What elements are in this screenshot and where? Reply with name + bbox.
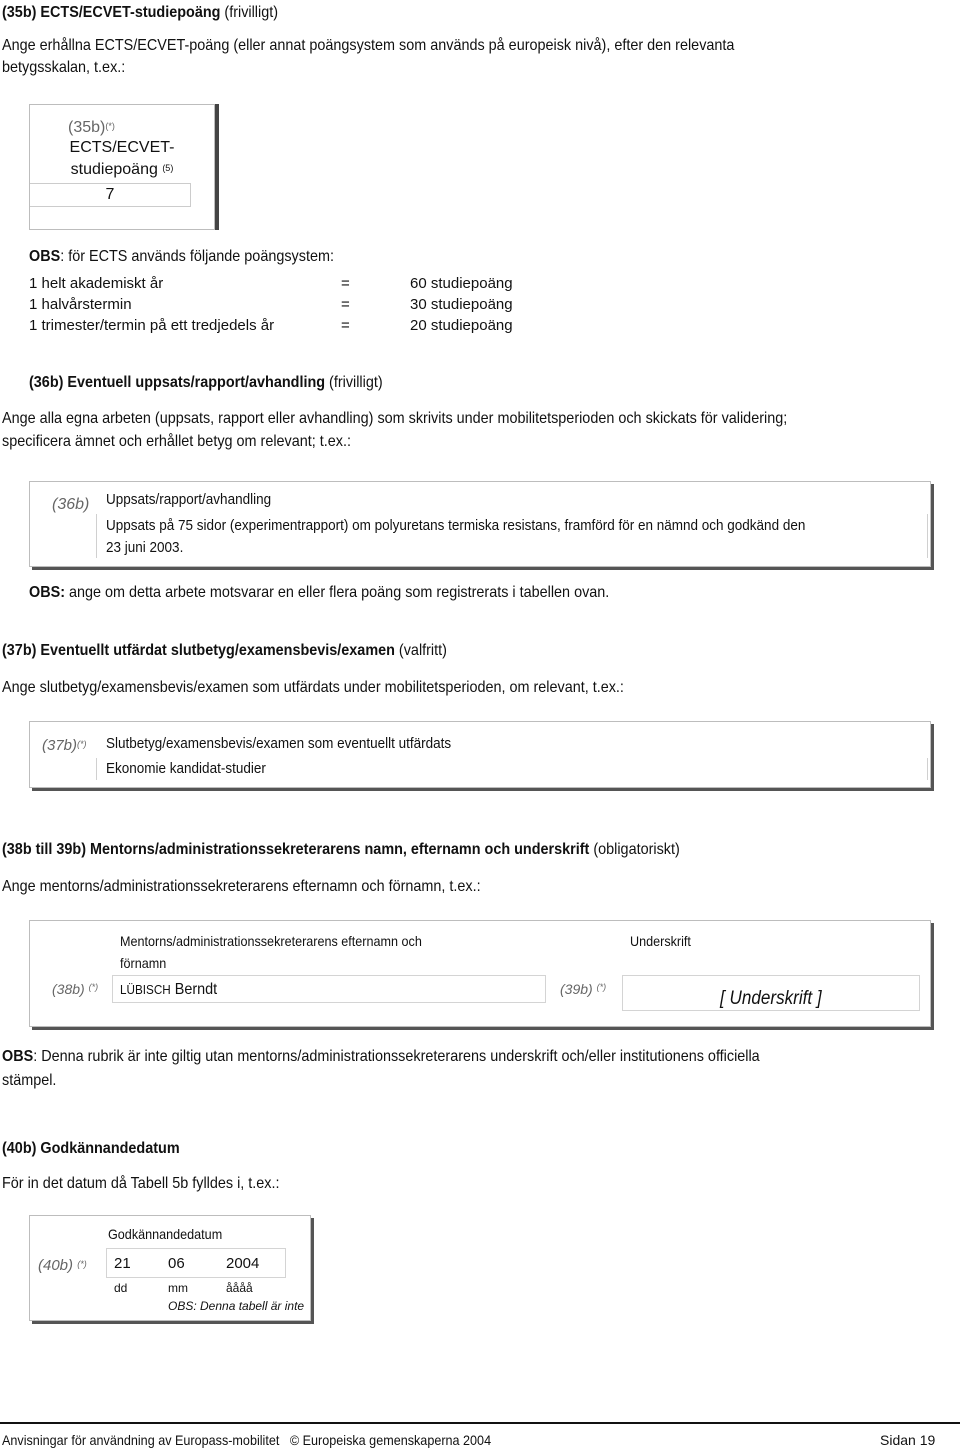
mentor-surname: LÜBISCH	[120, 982, 171, 997]
footer-title: Anvisningar för användning av Europass-mobilitet	[2, 1432, 280, 1448]
heading-36b: (36b) Eventuell uppsats/rapport/avhandling (frivilligt)	[29, 374, 383, 391]
equivalence-row	[29, 295, 549, 316]
mentor-box	[29, 920, 931, 1027]
ects-box-label-line2: studiepoäng $^{(5)}$	[70, 161, 174, 178]
equivalence-left: 1 halvårstermin	[29, 296, 132, 313]
date-month: 06	[168, 1255, 185, 1272]
ects-credits-box	[29, 104, 215, 230]
heading-35b-rest: (frivilligt)	[220, 4, 279, 21]
obs-36b: OBS: ange om detta arbete motsvarar en eller flera poäng som registrerats i tabellen ovan.	[29, 584, 610, 601]
diploma-box	[29, 721, 931, 788]
date-day: 21	[114, 1255, 131, 1272]
thesis-box	[29, 481, 931, 567]
heading-40b: (40b) Godkännandedatum	[2, 1140, 180, 1157]
mentor-name-value	[120, 979, 217, 1001]
footer-page: Sidan 19	[880, 1432, 936, 1448]
date-box	[29, 1215, 311, 1321]
date-box-label: Godkännandedatum	[108, 1226, 223, 1242]
equivalence-row	[29, 274, 549, 295]
mentor-box-code-38b: (38b) (*)	[52, 981, 99, 997]
equivalence-equals: =	[341, 296, 350, 313]
equivalence-right: 60 studiepoäng	[410, 275, 513, 292]
equivalence-left: 1 helt akademiskt år	[29, 275, 164, 292]
footer-divider	[0, 1422, 960, 1424]
heading-35b	[2, 2, 278, 24]
date-month-hint: mm	[168, 1281, 188, 1295]
description-35b-line2: betygsskalan, t.ex.:	[2, 59, 126, 76]
signature-label: Underskrift	[630, 933, 691, 949]
description-35b-line1: Ange erhållna ECTS/ECVET-poäng (eller annat poängsystem som används på europeisk nivå), efter den relevanta	[2, 37, 735, 54]
heading-38b: (38b till 39b) Mentorns/administrationssekreterarens namn, efternamn och underskrift (obligatoriskt)	[2, 841, 680, 858]
description-40b: För in det datum då Tabell 5b fylldes i, t.ex.:	[2, 1175, 280, 1192]
description-37b: Ange slutbetyg/examensbevis/examen som utfärdats under mobilitetsperioden, om relevant, t.ex.:	[2, 679, 624, 696]
obs-38b-line1: OBS: Denna rubrik är inte giltig utan mentorns/administrationssekreterarens underskrift och/eller institutionens officiella	[2, 1048, 760, 1065]
signature-value: [ Underskrift ]	[720, 988, 822, 1009]
diploma-box-label: Slutbetyg/examensbevis/examen som eventuellt utfärdats	[106, 735, 452, 752]
ects-box-label-line1: ECTS/ECVET-	[69, 139, 175, 156]
thesis-value-line2: 23 juni 2003.	[106, 539, 184, 556]
heading-37b: (37b) Eventuellt utfärdat slutbetyg/examensbevis/examen (valfritt)	[2, 642, 447, 659]
description-36b-line2: specificera ämnet och erhållet betyg om relevant; t.ex.:	[2, 433, 351, 450]
mentor-name-label-line2: förnamn	[120, 955, 167, 971]
ects-box-code: (35b)(*)	[68, 119, 115, 136]
mentor-name-label-line1: Mentorns/administrationssekreterarens efternamn och	[120, 933, 422, 949]
diploma-value: Ekonomie kandidat-studier	[106, 760, 266, 777]
diploma-box-code: (37b)(*)	[42, 737, 87, 754]
date-day-hint: dd	[114, 1281, 128, 1295]
equivalence-left: 1 trimester/termin på ett tredjedels år	[29, 317, 275, 334]
ects-value-field	[30, 183, 191, 207]
equivalence-row	[29, 316, 549, 337]
description-36b-line1: Ange alla egna arbeten (uppsats, rapport eller avhandling) som skrivits under mobilitetsperioden och skickats för validering;	[2, 410, 788, 427]
equivalence-right: 30 studiepoäng	[410, 296, 513, 313]
date-year: 2004	[226, 1255, 260, 1272]
equivalence-table	[29, 274, 549, 337]
equivalence-equals: =	[341, 275, 350, 292]
thesis-box-code: (36b)	[52, 496, 90, 513]
equivalence-equals: =	[341, 317, 350, 334]
obs-38b-line2: stämpel.	[2, 1072, 57, 1089]
heading-35b-bold: (35b) ECTS/ECVET-studiepoäng	[2, 4, 221, 21]
date-year-hint: åååå	[226, 1281, 253, 1295]
mentor-box-code-39b: (39b) (*)	[560, 981, 607, 997]
thesis-box-label: Uppsats/rapport/avhandling	[106, 491, 272, 508]
footer-left	[2, 1430, 491, 1450]
date-obs-note: OBS: Denna tabell är inte	[168, 1299, 305, 1313]
thesis-value-line1: Uppsats på 75 sidor (experimentrapport) om polyuretans termiska resistans, framförd för en nämnd och godkänd den	[106, 517, 806, 534]
date-box-code: (40b) (*)	[38, 1257, 87, 1274]
description-38b: Ange mentorns/administrationssekreterarens efternamn och förnamn, t.ex.:	[2, 878, 481, 895]
mentor-firstname: Berndt	[170, 981, 218, 998]
footer-copyright: © Europeiska gemenskaperna 2004	[289, 1432, 492, 1448]
equivalence-right: 20 studiepoäng	[410, 317, 513, 334]
ects-value: 7	[105, 186, 115, 203]
obs-35b: OBS: för ECTS används följande poängsystem:	[29, 248, 334, 265]
